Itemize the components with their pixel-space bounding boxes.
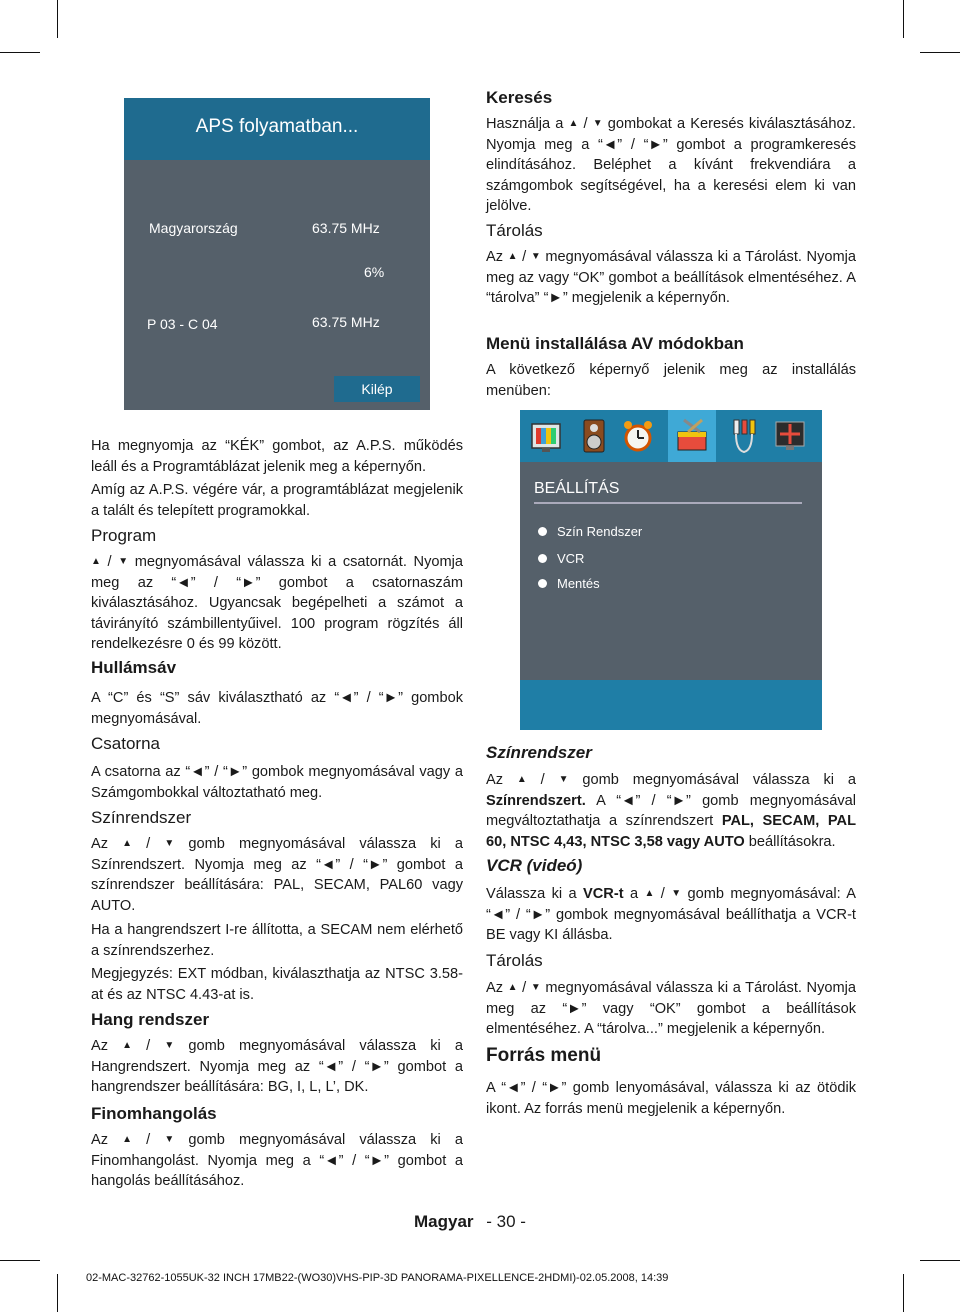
bullet-icon [538, 554, 547, 563]
source-icon[interactable] [772, 416, 808, 456]
down-arrow-icon: ▼ [530, 982, 541, 993]
up-arrow-icon: ▲ [122, 1134, 133, 1145]
vcr-text: Válassza ki a VCR-t a ▲ / ▼ gomb megnyomásával: A “◄” / “►” gombok megnyomásával beállíthatja a VCR-t BE vagy KI állásba. [486, 886, 857, 943]
program-text: ▲ / ▼ megnyomásával válassza ki a csatornát. Nyomja meg az “◄” / “►” gombot a csatornaszám kiválasztásához. Ugyancsak begépelheti a számot a távirányító számbillentyűivel. 100 program rögzítés áll rendelkezésre 0 és 99 között. [91, 554, 463, 652]
secam-note: Ha a hangrendszert I-re állította, a SECAM nem elérhető a színrendszerhez. [91, 922, 463, 959]
crop-mark [920, 52, 960, 53]
menu-item-color-system[interactable]: Szín Rendszer [538, 524, 642, 539]
up-arrow-icon: ▲ [644, 888, 655, 899]
color-system-text: Az ▲ / ▼ gomb megnyomásával válassza ki a Színrendszert. Nyomja meg az “◄” / “►” gombot a színrendszer beállítására: PAL, SECAM, PAL60 vagy AUTO. [91, 836, 463, 914]
ext-note: Megjegyzés: EXT módban, kiválaszthatja az NTSC 3.58-at és az NTSC 4.43-at is. [91, 966, 463, 1003]
store-text: Az ▲ / ▼ megnyomásával válassza ki a Tárolást. Nyomja meg az vagy “OK” gombot a beállítások elmentéséhez. A “tárolva” “►” megjelenik a képernyőn. [486, 249, 856, 306]
crop-mark [903, 0, 904, 38]
settings-menu [520, 410, 822, 730]
crop-mark [920, 1260, 960, 1261]
header-divider [534, 502, 802, 504]
heading-store: Tárolás [486, 221, 543, 240]
heading-vcr: VCR (videó) [486, 856, 583, 875]
aps-exit-button[interactable]: Kilép [334, 376, 420, 402]
menu-item-save[interactable]: Mentés [538, 576, 600, 591]
heading-color-system: Színrendszer [91, 808, 192, 827]
up-arrow-icon: ▲ [568, 118, 579, 129]
toolbox-icon[interactable] [674, 416, 710, 456]
up-arrow-icon: ▲ [122, 1040, 133, 1051]
source-menu-text: A “◄” / “►” gomb lenyomásával, válassza ki az ötödik ikont. Az forrás menü megjelenik a képernyőn. [486, 1080, 856, 1117]
menu-item-vcr[interactable]: VCR [538, 551, 584, 566]
speaker-icon[interactable] [576, 416, 612, 456]
crop-mark [0, 52, 40, 53]
search-text: Használja a ▲ / ▼ gombokat a Keresés kiválasztásához. Nyomja meg a “◄” / “►” gombot a programkeresés elindításához. Beléphet a kívánt frekvendiára a számgombok segítségével, ha a keresési elem ki van jelölve. [486, 116, 856, 214]
down-arrow-icon: ▼ [671, 888, 682, 899]
settings-header: BEÁLLÍTÁS [534, 480, 620, 497]
down-arrow-icon: ▼ [558, 774, 569, 785]
heading-channel: Csatorna [91, 734, 160, 753]
down-arrow-icon: ▼ [164, 1134, 175, 1145]
crop-mark [0, 1260, 40, 1261]
aps-wait-text: Amíg az A.P.S. végére vár, a programtáblázat megjelenik a talált és telepített programokkal. [91, 482, 463, 519]
aps-frequency-current: 63.75 MHz [312, 314, 380, 330]
down-arrow-icon: ▼ [118, 556, 129, 567]
heading-program: Program [91, 526, 157, 545]
crop-mark [903, 1274, 904, 1312]
heading-av-install: Menü installálása AV módokban [486, 334, 744, 353]
tv-picture-icon[interactable] [528, 416, 564, 456]
aps-country: Magyarország [149, 220, 238, 236]
channel-text: A csatorna az “◄” / “►” gombok megnyomásával vagy a Számgombokkal változtatható meg. [91, 764, 463, 801]
av-install-text: A következő képernyő jelenik meg az installálás menüben: [486, 362, 856, 399]
bullet-icon [538, 527, 547, 536]
page-number: - 30 - [486, 1212, 526, 1231]
fine-tune-text: Az ▲ / ▼ gomb megnyomásával válassza ki a Finomhangolást. Nyomja meg a “◄” / “►” gombot a hangolás beállításához. [91, 1132, 463, 1189]
heading-source-menu: Forrás menü [486, 1045, 602, 1066]
down-arrow-icon: ▼ [164, 838, 175, 849]
sound-system-text: Az ▲ / ▼ gomb megnyomásával válassza ki a Hangrendszert. Nyomja meg az “◄” / “►” gombot a hangrendszer beállítására: BG, I, L, L’, DK. [91, 1038, 463, 1095]
heading-fine-tune: Finomhangolás [91, 1104, 217, 1123]
crop-mark [57, 0, 58, 38]
bullet-icon [538, 579, 547, 588]
up-arrow-icon: ▲ [91, 556, 101, 567]
blue-button-text: Ha megnyomja az “KÉK” gombot, az A.P.S. működés leáll és a Programtáblázat jelenik meg a képernyőn. [91, 438, 463, 475]
page-footer [414, 1212, 526, 1232]
aps-frequency: 63.75 MHz [312, 220, 380, 236]
color-system-av-text: Az ▲ / ▼ gomb megnyomásával válassza ki a Színrendszert. A “◄” / “►” gomb megnyomásával megváltoztathatja a színrendszert PAL, SECAM, PAL 60, NTSC 4,43, NTSC 3,58 vagy AUTO beállításokra. [486, 772, 856, 850]
alarm-clock-icon[interactable] [620, 416, 656, 456]
up-arrow-icon: ▲ [516, 774, 527, 785]
up-arrow-icon: ▲ [507, 982, 518, 993]
heading-sound-system: Hang rendszer [91, 1010, 210, 1029]
heading-band: Hullámsáv [91, 658, 177, 677]
up-arrow-icon: ▲ [122, 838, 133, 849]
aps-title: APS folyamatban... [195, 116, 359, 137]
crop-mark [57, 1274, 58, 1312]
aps-program: P 03 - C 04 [147, 316, 218, 332]
footer-language: Magyar [414, 1212, 474, 1231]
store-av-text: Az ▲ / ▼ megnyomásával válassza ki a Tárolást. Nyomja meg az “►” vagy “OK” gombot a beállítások elmentéséhez. A “tárolva...” megjelenik a képernyőn. [486, 980, 856, 1037]
print-file-info: 02-MAC-32762-1055UK-32 INCH 17MB22-(WO30)VHS-PIP-3D PANORAMA-PIXELLENCE-2HDMI)-02.05.2008, 14:39 [86, 1272, 669, 1284]
aps-percent: 6% [364, 264, 385, 280]
up-arrow-icon: ▲ [507, 251, 518, 262]
heading-color-system-av: Színrendszer [486, 743, 592, 762]
heading-store-av: Tárolás [486, 951, 543, 970]
aps-progress-dialog [124, 98, 430, 410]
down-arrow-icon: ▼ [530, 251, 541, 262]
band-text: A “C” és “S” sáv kiválasztható az “◄” / “►” gombok megnyomásával. [91, 690, 463, 727]
heading-search: Keresés [486, 88, 553, 107]
av-cable-icon[interactable] [726, 416, 762, 456]
down-arrow-icon: ▼ [164, 1040, 175, 1051]
down-arrow-icon: ▼ [592, 118, 603, 129]
